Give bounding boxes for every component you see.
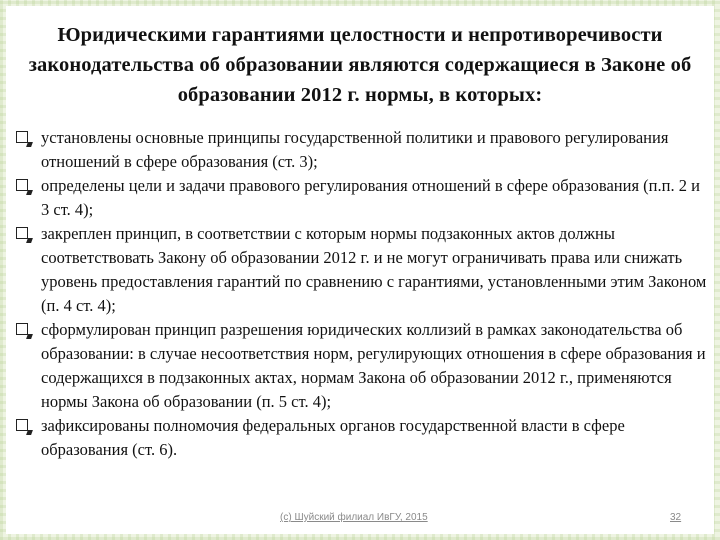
slide bbox=[6, 6, 714, 534]
bullet-text: закреплен принцип, в соответствии с которым нормы подзаконных актов должны соответствовать Закону об образовании 2012 г. и не могут ограничивать права или снижать уровень предоставления гарантий по сравнению с гарантиями, установленными этим Законом (п. 4 ст. 4); bbox=[41, 224, 707, 315]
bullet-text: определены цели и задачи правового регулирования отношений в сфере образования (п.п. 2 и 3 ст. 4); bbox=[41, 176, 700, 219]
slide-title: Юридическими гарантиями целостности и непротиворечивости законодательства об образовании являются содержащиеся в Законе об образовании 2012 г. нормы, в которых: bbox=[28, 24, 692, 106]
bullet-text: установлены основные принципы государственной политики и правового регулирования отношений в сфере образования (ст. 3); bbox=[41, 128, 669, 171]
checkbox-bullet-icon bbox=[16, 131, 28, 143]
checkbox-bullet-icon bbox=[16, 419, 28, 431]
list-item bbox=[14, 174, 710, 222]
list-item bbox=[14, 414, 710, 462]
list-item bbox=[14, 318, 710, 414]
page-number: 32 bbox=[670, 512, 682, 523]
checkbox-bullet-icon bbox=[16, 323, 28, 335]
list-item bbox=[14, 126, 710, 174]
checkbox-bullet-icon bbox=[16, 179, 28, 191]
bullet-list bbox=[14, 126, 710, 462]
checkbox-bullet-icon bbox=[16, 227, 28, 239]
bullet-text: зафиксированы полномочия федеральных органов государственной власти в сфере образования (ст. 6). bbox=[41, 416, 625, 459]
bullet-text: сформулирован принцип разрешения юридических коллизий в рамках законодательства об образовании: в случае несоответствия норм, регулирующих отношения в сфере образования и содержащихся в подзаконных актах, нормам Закона об образовании 2012 г., применяются нормы Закона об образовании (п. 5 ст. 4); bbox=[41, 320, 706, 411]
footer-credit: (c) Шуйский филиал ИвГУ, 2015 bbox=[280, 512, 428, 523]
list-item bbox=[14, 222, 710, 318]
